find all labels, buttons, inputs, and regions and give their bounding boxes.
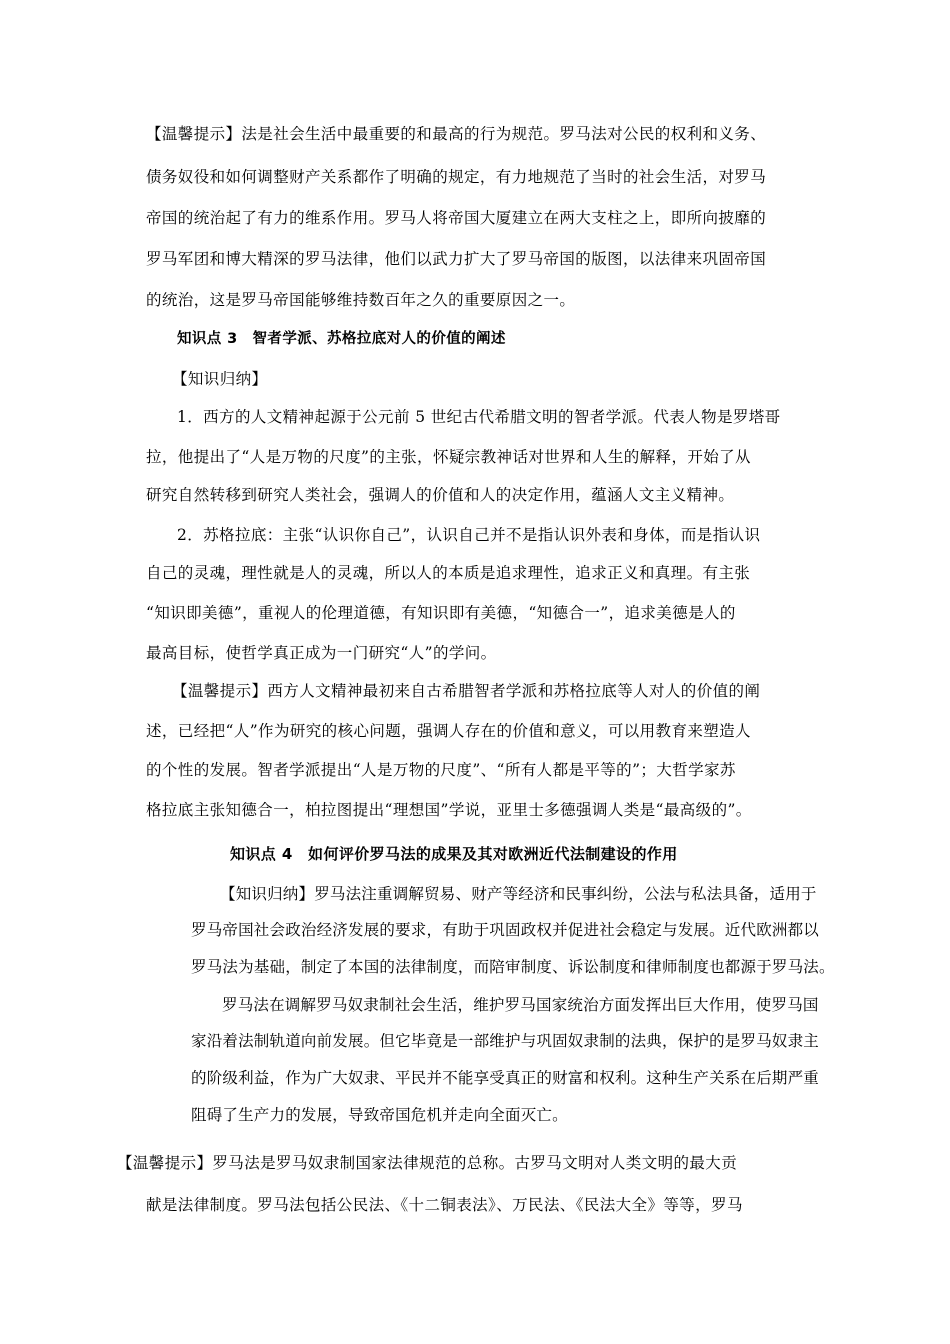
paragraph-line: 【温馨提示】西方人文精神最初来自古希腊智者学派和苏格拉底等人对人的价值的阐 — [172, 682, 761, 700]
tip-paragraph-line: 献是法律制度。罗马法包括公民法、《十二铜表法》、万民法、《民法大全》等等，罗马 — [146, 1196, 743, 1214]
paragraph-line: 2．苏格拉底：主张“认识你自己”，认识自己并不是指认识外表和身体，而是指认识 — [177, 526, 761, 544]
tip-paragraph-1-line: 的统治，这是罗马帝国能够维持数百年之久的重要原因之一。 — [146, 291, 576, 309]
paragraph-line: 的个性的发展。智者学派提出“人是万物的尺度”、“所有人都是平等的”；大哲学家苏 — [146, 761, 736, 779]
paragraph-line: 阻碍了生产力的发展，导致帝国危机并走向全面灭亡。 — [191, 1106, 568, 1124]
paragraph-line: 自己的灵魂，理性就是人的灵魂，所以人的本质是追求理性，追求正义和真理。有主张 — [146, 564, 751, 582]
knowledge-summary-label: 【知识归纳】 — [172, 370, 268, 388]
section-heading-3: 知识点 3 智者学派、苏格拉底对人的价值的阐述 — [177, 331, 506, 347]
tip-paragraph-1-line: 【温馨提示】法是社会生活中最重要的和最高的行为规范。罗马法对公民的权利和义务、 — [146, 125, 767, 143]
paragraph-line: 家沿着法制轨道向前发展。但它毕竟是一部维护与巩固奴隶制的法典，保护的是罗马奴隶主 — [191, 1032, 820, 1050]
paragraph-line: 1．西方的人文精神起源于公元前 5 世纪古代希腊文明的智者学派。代表人物是罗塔哥 — [177, 408, 781, 426]
tip-paragraph-line: 【温馨提示】罗马法是罗马奴隶制国家法律规范的总称。古罗马文明对人类文明的最大贡 — [117, 1154, 738, 1172]
paragraph-line: 的阶级利益，作为广大奴隶、平民并不能享受真正的财富和权利。这种生产关系在后期严重 — [191, 1069, 820, 1087]
paragraph-line: 述，已经把“人”作为研究的核心问题，强调人存在的价值和意义，可以用教育来塑造人 — [146, 722, 751, 740]
paragraph-line: 罗马帝国社会政治经济发展的要求，有助于巩固政权并促进社会稳定与发展。近代欧洲都以 — [191, 921, 820, 939]
paragraph-line: 最高目标，使哲学真正成为一门研究“人”的学问。 — [146, 644, 497, 662]
section-heading-4: 知识点 4 如何评价罗马法的成果及其对欧洲近代法制建设的作用 — [230, 845, 678, 863]
paragraph-line: 格拉底主张知德合一，柏拉图提出“理想国”学说，亚里士多德强调人类是“最高级的”。 — [146, 801, 752, 819]
paragraph-line: 拉，他提出了“人是万物的尺度”的主张，怀疑宗教神话对世界和人生的解释，开始了从 — [146, 448, 751, 466]
paragraph-line: 【知识归纳】罗马法注重调解贸易、财产等经济和民事纠纷，公法与私法具备，适用于 — [220, 885, 817, 903]
paragraph-line: 研究自然转移到研究人类社会，强调人的价值和人的决定作用，蕴涵人文主义精神。 — [146, 486, 735, 504]
tip-paragraph-1-line: 罗马军团和博大精深的罗马法律，他们以武力扩大了罗马帝国的版图，以法律来巩固帝国 — [146, 250, 767, 268]
paragraph-line: 罗马法在调解罗马奴隶制社会生活，维护罗马国家统治方面发挥出巨大作用，使罗马国 — [222, 996, 819, 1014]
tip-paragraph-1-line: 帝国的统治起了有力的维系作用。罗马人将帝国大厦建立在两大支柱之上，即所向披靡的 — [146, 209, 767, 227]
tip-paragraph-1-line: 债务奴役和如何调整财产关系都作了明确的规定，有力地规范了当时的社会生活，对罗马 — [146, 168, 767, 186]
paragraph-line: “知识即美德”，重视人的伦理道德，有知识即有美德，“知德合一”，追求美德是人的 — [146, 604, 736, 622]
paragraph-line: 罗马法为基础，制定了本国的法律制度，而陪审制度、诉讼制度和律师制度也都源于罗马法。 — [191, 958, 835, 976]
